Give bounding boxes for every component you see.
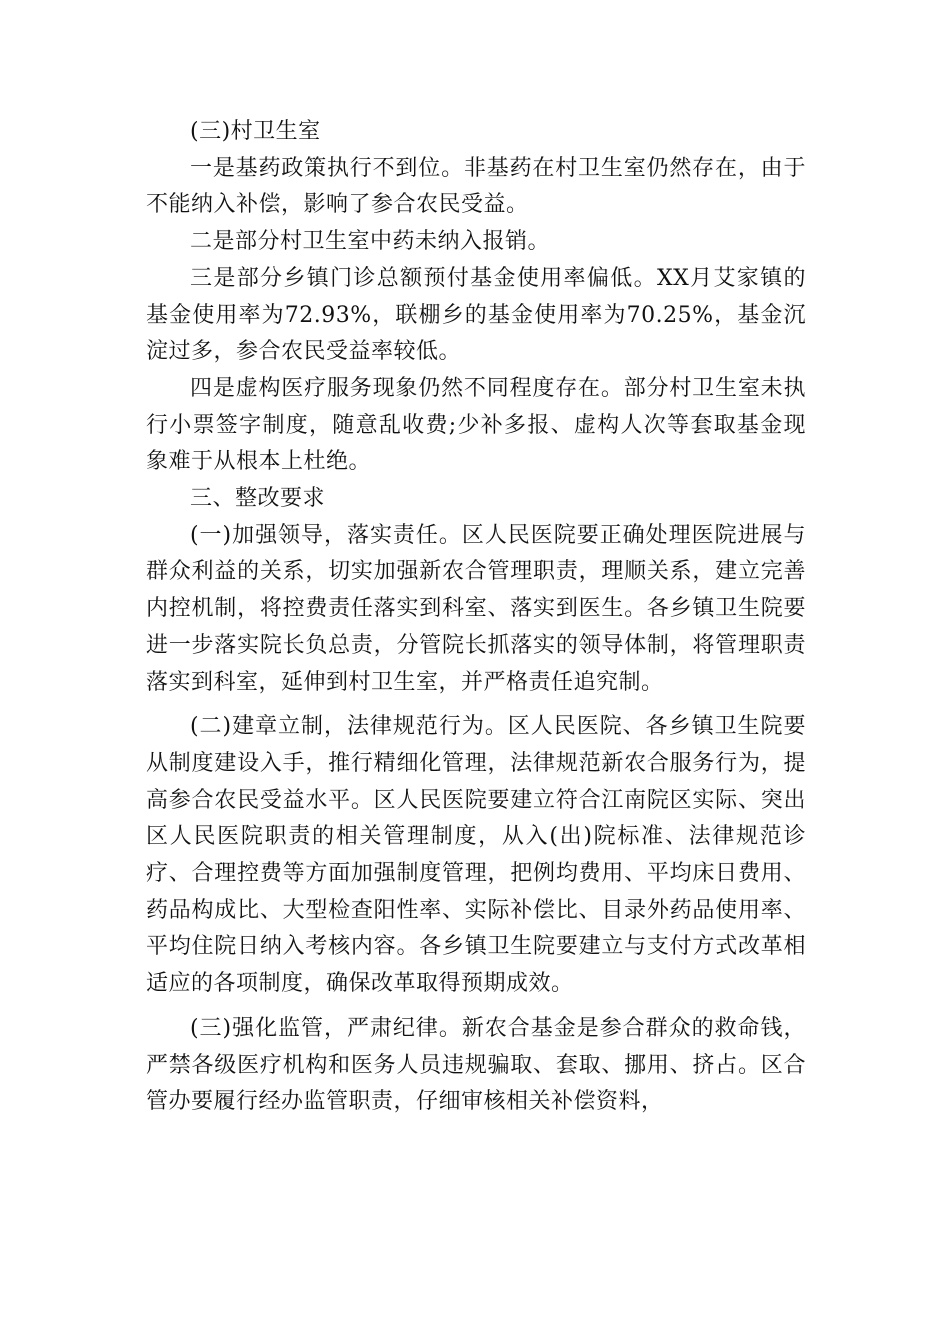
section-heading-village-clinic: (三)村卫生室 — [190, 119, 321, 144]
paragraph-supervision: (三)强化监管，严肃纪律。新农合基金是参合群众的救命钱，严禁各级医疗机构和医务人员违规骗取、套取、挪用、挤占。区合管办要履行经办监管职责，仔细审核相关补偿资料， — [146, 1015, 806, 1115]
paragraph-regulations: (二)建章立制，法律规范行为。区人民医院、各乡镇卫生院要从制度建设入手，推行精细化管理，法律规范新农合服务行为，提高参合农民受益水平。区人民医院要建立符合江南院区实际、突出区人民医院职责的相关管理制度，从入(出)院标准、法律规范诊疗、合理控费等方面加强制度管理，把例均费用、平均床日费用、药品构成比、大型检查阳性率、实际补偿比、目录外药品使用率、平均住院日纳入考核内容。各乡镇卫生院要建立与支付方式改革相适应的各项制度，确保改革取得预期成效。 — [146, 714, 806, 997]
document-body — [146, 114, 806, 1121]
paragraph-tcm-reimbursement: 二是部分村卫生室中药未纳入报销。 — [190, 229, 551, 255]
paragraph-leadership: (一)加强领导，落实责任。区人民医院要正确处理医院进展与群众利益的关系，切实加强新农合管理职责，理顺关系，建立完善内控机制，将控费责任落实到科室、落实到医生。各乡镇卫生院要进一步落实院长负总责，分管院长抓落实的领导体制，将管理职责落实到科室，延伸到村卫生室，并严格责任追究制。 — [146, 522, 806, 695]
paragraph-fund-usage-rate: 三是部分乡镇门诊总额预付基金使用率偏低。XX月艾家镇的基金使用率为72.93%，联棚乡的基金使用率为70.25%，基金沉淀过多，参合农民受益率较低。 — [146, 265, 806, 365]
section-heading-rectification: 三、整改要求 — [190, 486, 326, 512]
paragraph-fictitious-services: 四是虚构医疗服务现象仍然不同程度存在。部分村卫生室未执行小票签字制度，随意乱收费;少补多报、虚构人次等套取基金现象难于从根本上杜绝。 — [146, 375, 806, 475]
paragraph-essential-drug-policy: 一是基药政策执行不到位。非基药在村卫生室仍然存在，由于不能纳入补偿，影响了参合农民受益。 — [146, 155, 806, 218]
